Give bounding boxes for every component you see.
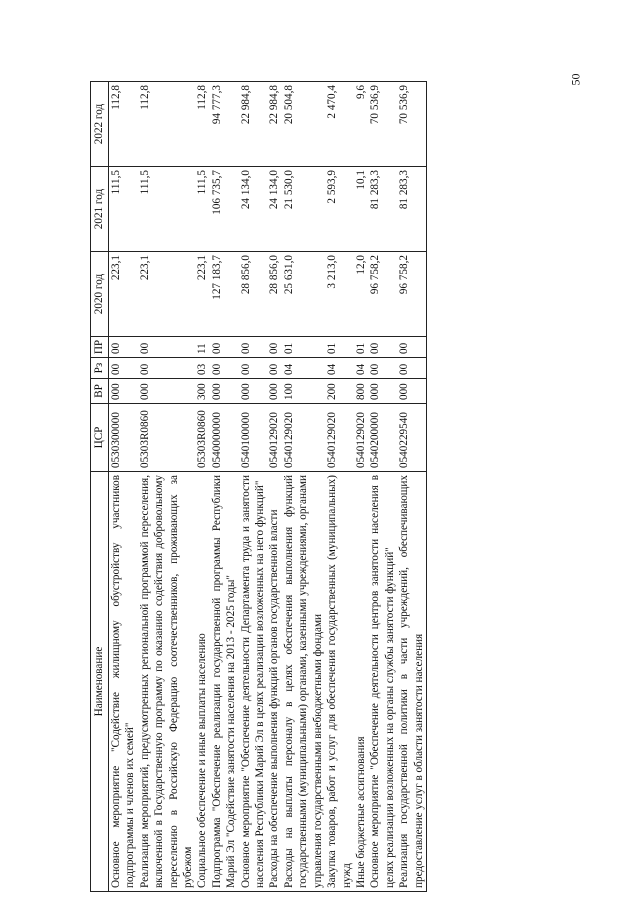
row-2020: 96 758,2 [369,255,382,295]
row-2021: 111,5 [109,167,138,252]
table-row [239,82,268,892]
row-name: Расходы на обеспечение выполнения функций органов государственной власти [267,472,281,892]
table-row [138,82,196,892]
row-name: Реализация государственной политики в части учреждений, обеспечивающих предоставление услуг в области занятости населения [397,472,426,892]
row-group-names [354,472,397,892]
row-pr: 00 [239,337,268,358]
row-rz: 00 [369,363,382,375]
row-2022: 112,8 [109,82,138,167]
row-2020-stack [195,252,238,337]
row-vr: 100 [282,379,325,404]
row-2021: 24 134,0 [267,167,281,252]
row-csr: 0540129020 [282,404,325,472]
header-2022: 2022 год [91,82,109,167]
row-2022: 70 536,9 [397,82,426,167]
row-vr: 000 [109,379,138,404]
row-csr: 05303R0860 [138,404,196,472]
row-2022: 9,6 [354,85,367,99]
row-pr: 00 [109,337,138,358]
page-number: 50 [568,73,583,86]
row-pr: 00 [138,337,196,358]
row-2021-stack [354,167,397,252]
row-csr: 0540129020 [267,404,281,472]
row-2022: 2 470,4 [325,82,354,167]
row-vr: 000 [397,379,426,404]
row-vr: 300 [196,383,209,400]
header-vr: ВР [91,379,109,404]
row-2020-stack [354,252,397,337]
row-2020: 127 183,7 [210,255,223,300]
row-2020: 28 856,0 [267,252,281,337]
row-rz: 04 [325,358,354,379]
row-2020: 28 856,0 [239,252,268,337]
row-2021: 81 283,3 [369,170,382,210]
row-2021-stack [195,167,238,252]
row-2020: 223,1 [138,252,196,337]
row-csr-stack [354,404,397,472]
row-2022-stack [195,82,238,167]
row-csr: 0540229540 [397,404,426,472]
header-name: Наименование [91,472,109,892]
rotated-page [90,82,595,892]
row-2020: 3 213,0 [325,252,354,337]
row-rz: 00 [267,358,281,379]
row-2022-stack [354,82,397,167]
row-pr: 01 [354,342,367,354]
row-rz: 00 [397,358,426,379]
row-name: Основное мероприятие "Содействие жилищному обустройству участников подпрограммы и членов их семей" [109,472,138,892]
row-vr: 000 [239,379,268,404]
row-csr-stack [195,404,238,472]
row-2021: 2 593,9 [325,167,354,252]
row-rz: 00 [210,363,223,375]
row-2021: 111,5 [196,170,209,195]
row-2022: 20 504,8 [282,82,325,167]
row-vr: 200 [325,379,354,404]
row-name: Основное мероприятие "Обеспечение деятельности центров занятости населения в целях реализации возложенных на органы службы занятости функций" [369,475,396,888]
row-csr: 0540129020 [354,412,367,468]
row-rz: 00 [109,358,138,379]
row-vr: 000 [267,379,281,404]
row-pr-stack [195,337,238,358]
row-rz: 00 [239,358,268,379]
row-name: Иные бюджетные ассигнования [354,736,367,888]
table-row-group [354,82,397,892]
row-csr: 0540100000 [239,404,268,472]
row-group-names [195,472,238,892]
row-pr: 00 [369,342,382,354]
table-row [325,82,354,892]
row-2022: 94 777,3 [210,85,223,125]
row-csr: 0540200000 [369,412,382,468]
row-csr: 05303R0860 [196,410,209,468]
row-name: Социальное обеспечение и иные выплаты населению [196,633,209,888]
budget-table [90,81,427,892]
row-2020: 96 758,2 [397,252,426,337]
row-name: Подпрограмма "Обеспечение реализации государственной программы Республики Марий Эл "Содействие занятости населения на 2013 - 2025 годы" [210,475,238,888]
row-pr: 11 [196,343,209,354]
row-pr: 01 [282,337,325,358]
row-2022: 112,8 [138,82,196,167]
row-vr: 000 [138,379,196,404]
table-row [267,82,281,892]
row-vr-stack [354,379,397,404]
row-pr: 00 [210,342,223,354]
header-2021: 2021 год [91,167,109,252]
row-rz-stack [354,358,397,379]
row-2022: 22 984,8 [239,82,268,167]
table-header-row [91,82,109,892]
table-row [397,82,426,892]
row-pr: 01 [325,337,354,358]
row-pr-stack [354,337,397,358]
row-rz: 04 [282,358,325,379]
row-pr: 00 [397,337,426,358]
row-rz: 00 [138,358,196,379]
header-pr: ПР [91,337,109,358]
row-2022: 112,8 [196,85,209,110]
row-2020: 223,1 [109,252,138,337]
row-name: Закупка товаров, работ и услуг для обеспечения государственных (муниципальных) нужд [325,472,354,892]
table-row-group [195,82,238,892]
row-csr: 0530300000 [109,404,138,472]
row-2021: 111,5 [138,167,196,252]
header-2020: 2020 год [91,252,109,337]
row-2021: 24 134,0 [239,167,268,252]
table-row [282,82,325,892]
row-2020: 223,1 [196,255,209,281]
row-2021: 106 735,7 [210,170,223,215]
row-2020: 12,0 [354,255,367,275]
header-csr: ЦСР [91,404,109,472]
row-name: Расходы на выплаты персоналу в целях обеспечения выполнения функций государственными (муниципальными) органами, казенными учреждениями, органами управления государственными внебюджетными фондами [282,472,325,892]
row-csr: 0540129020 [325,404,354,472]
header-rz: Рз [91,358,109,379]
row-2022: 22 984,8 [267,82,281,167]
row-2022: 70 536,9 [369,85,382,125]
row-name: Реализация мероприятий, предусмотренных региональной программой переселения, включенной в Государственную программу по оказанию содействия добровольному переселению в Российскую Федерацию соотечественников, проживающих за рубежом [138,472,196,892]
row-vr: 800 [354,383,367,400]
table-row [109,82,138,892]
row-rz: 04 [354,363,367,375]
row-2020: 25 631,0 [282,252,325,337]
row-2021: 21 530,0 [282,167,325,252]
row-rz-stack [195,358,238,379]
row-vr: 000 [369,383,382,400]
row-name: Основное мероприятие "Обеспечение деятельности Департамента труда и занятости населения Республики Марий Эл в целях реализации возложенных на него функций" [239,472,268,892]
row-2021: 81 283,3 [397,167,426,252]
row-vr-stack [195,379,238,404]
row-rz: 03 [196,363,209,375]
row-vr: 000 [210,383,223,400]
row-csr: 0540000000 [210,412,223,468]
row-pr: 00 [267,337,281,358]
row-2021: 10,1 [354,170,367,190]
